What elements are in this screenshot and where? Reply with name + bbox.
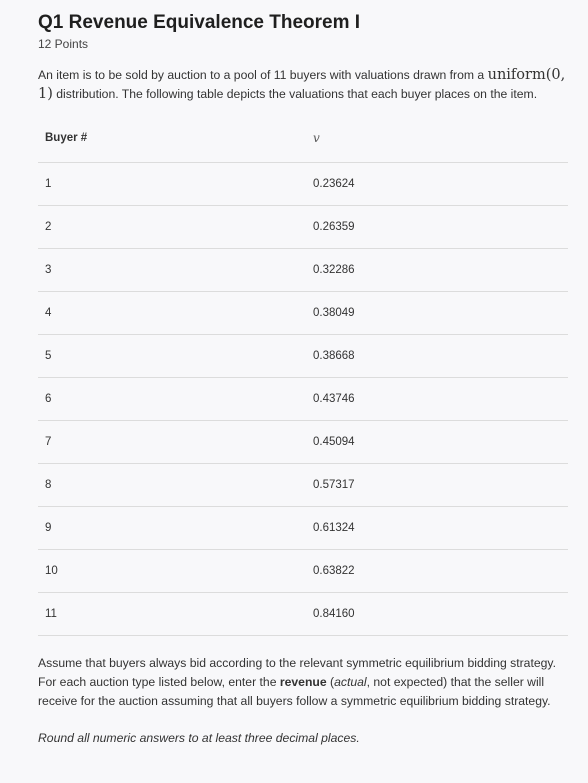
intro-text-before: An item is to be sold by auction to a pool of 11 buyers with valuations drawn from a bbox=[38, 68, 485, 82]
table-row bbox=[38, 593, 568, 636]
valuation-cell: 0.84160 bbox=[313, 608, 355, 620]
buyer-number-cell: 5 bbox=[45, 350, 52, 362]
buyer-number-cell: 4 bbox=[45, 307, 52, 319]
valuation-cell: 0.63822 bbox=[313, 565, 355, 577]
valuation-cell: 0.32286 bbox=[313, 264, 355, 276]
question-title-text: Revenue Equivalence Theorem I bbox=[68, 12, 361, 33]
table-row bbox=[38, 206, 568, 249]
valuation-cell: 0.43746 bbox=[313, 393, 355, 405]
buyer-number-cell: 8 bbox=[45, 479, 52, 491]
instructions-text-before: Assume that buyers always bid according to the relevant symmetric equilibrium bidding strategy. For each auction type listed below, enter the bbox=[38, 656, 556, 689]
valuations-table bbox=[38, 113, 568, 636]
question-points: 12 Points bbox=[38, 37, 89, 51]
instructions-italic-actual: actual bbox=[334, 675, 367, 689]
intro-paragraph bbox=[38, 66, 568, 103]
instructions-paragraph bbox=[38, 654, 568, 711]
buyer-number-cell: 3 bbox=[45, 264, 52, 276]
valuation-cell: 0.57317 bbox=[313, 479, 355, 491]
valuation-cell: 0.23624 bbox=[313, 178, 355, 190]
table-row bbox=[38, 335, 568, 378]
instructions-text-after: , not expected) that the seller will receive for the auction assuming that all buyers follow a symmetric equilibrium bidding strategy. bbox=[38, 675, 551, 708]
buyer-number-cell: 2 bbox=[45, 221, 52, 233]
table-row bbox=[38, 550, 568, 593]
instructions-bold-revenue: revenue bbox=[279, 675, 327, 689]
table-row bbox=[38, 249, 568, 292]
table-row bbox=[38, 163, 568, 206]
table-row bbox=[38, 507, 568, 550]
buyer-number-cell: 7 bbox=[45, 436, 52, 448]
header-buyer: Buyer # bbox=[45, 131, 88, 144]
valuation-cell: 0.26359 bbox=[313, 221, 355, 233]
buyer-number-cell: 6 bbox=[45, 393, 52, 405]
valuation-cell: 0.38668 bbox=[313, 350, 355, 362]
buyer-number-cell: 11 bbox=[45, 608, 57, 620]
valuation-cell: 0.38049 bbox=[313, 307, 355, 319]
buyer-number-cell: 10 bbox=[45, 565, 58, 577]
table-row bbox=[38, 464, 568, 507]
instructions-paren: ( bbox=[330, 675, 335, 689]
table-row bbox=[38, 292, 568, 335]
valuation-cell: 0.61324 bbox=[313, 522, 355, 534]
header-valuation: v bbox=[313, 130, 320, 145]
rounding-note: Round all numeric answers to at least three decimal places. bbox=[38, 731, 360, 745]
table-header-row bbox=[38, 113, 568, 163]
uniform-distribution-math: uniform(0, 1) bbox=[38, 67, 566, 102]
table-row bbox=[38, 421, 568, 464]
intro-text-after: distribution. The following table depicts the valuations that each buyer places on the item. bbox=[56, 86, 538, 101]
table-body bbox=[38, 163, 568, 636]
buyer-number-cell: 1 bbox=[45, 178, 52, 190]
question-number: Q1 bbox=[38, 12, 64, 33]
table-row bbox=[38, 378, 568, 421]
buyer-number-cell: 9 bbox=[45, 522, 52, 534]
question-title bbox=[38, 12, 564, 34]
valuation-cell: 0.45094 bbox=[313, 436, 355, 448]
